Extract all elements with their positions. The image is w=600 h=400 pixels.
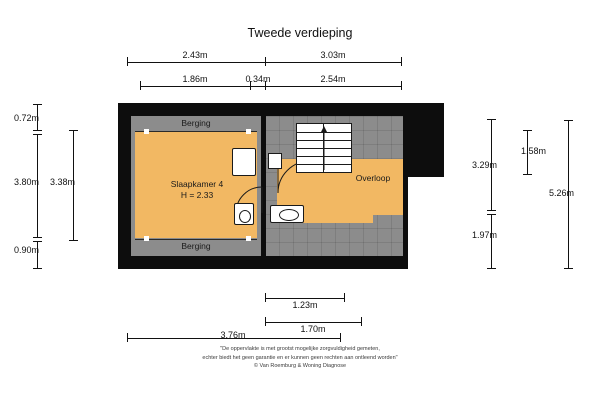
dim-left-0-72m: 0.72m bbox=[14, 113, 40, 123]
knee-wall-line-top bbox=[135, 131, 257, 132]
dim-tick bbox=[487, 210, 496, 211]
dim-top-2-54m: 2.54m bbox=[320, 74, 346, 84]
dim-bottom-1-70m: 1.70m bbox=[300, 324, 326, 334]
dim-right-3-29m: 3.29m bbox=[472, 160, 498, 170]
dim-tick bbox=[265, 317, 266, 326]
dim-tick bbox=[69, 130, 78, 131]
dim-right-1-97m-line bbox=[491, 214, 492, 268]
stair-landing-block bbox=[268, 153, 282, 169]
dim-top-0-34m: 0.34m bbox=[245, 74, 271, 84]
room-label-berging-bottom: Berging bbox=[181, 241, 211, 251]
hatch-marker-bottom-right bbox=[246, 236, 251, 241]
dim-tick bbox=[564, 120, 573, 121]
dim-tick bbox=[33, 241, 42, 242]
dim-top-1-86m: 1.86m bbox=[182, 74, 208, 84]
dim-tick bbox=[361, 317, 362, 326]
floor-plan bbox=[118, 103, 444, 269]
dim-tick bbox=[33, 134, 42, 135]
dim-tick bbox=[127, 57, 128, 66]
room-label-berging-top: Berging bbox=[181, 118, 211, 128]
washbasin-fixture bbox=[270, 205, 304, 223]
dim-right-5-26m: 5.26m bbox=[549, 188, 575, 198]
disclaimer-line-1: "De oppervlakte is met grootst mogelijke zorgvuldigheid gemeten, bbox=[220, 346, 380, 352]
dim-tick bbox=[401, 57, 402, 66]
dim-left-3-80m: 3.80m bbox=[14, 177, 40, 187]
page-title: Tweede verdieping bbox=[247, 26, 353, 40]
dim-right-1-97m: 1.97m bbox=[472, 230, 498, 240]
dim-left-0-90m: 0.90m bbox=[14, 245, 40, 255]
staircase bbox=[296, 123, 352, 173]
dim-top-row2-line bbox=[140, 86, 401, 87]
room-label-overloop: Overloop bbox=[355, 173, 391, 183]
toilet-fixture bbox=[234, 203, 254, 225]
plan-notch-cutout bbox=[408, 177, 444, 269]
dim-tick bbox=[265, 57, 266, 66]
dim-tick bbox=[487, 119, 496, 120]
dim-tick bbox=[33, 130, 42, 131]
disclaimer bbox=[0, 345, 600, 371]
dim-top-3-03m: 3.03m bbox=[320, 50, 346, 60]
dim-bottom-1-23m-line bbox=[265, 298, 344, 299]
dim-bottom-3-76m: 3.76m bbox=[220, 330, 246, 340]
dim-tick bbox=[523, 130, 532, 131]
dim-tick bbox=[487, 268, 496, 269]
dim-left-3-38m: 3.38m bbox=[50, 177, 76, 187]
dim-tick bbox=[140, 81, 141, 90]
hatch-marker-top-right bbox=[246, 129, 251, 134]
hatch-marker-top-left bbox=[144, 129, 149, 134]
dim-tick bbox=[401, 81, 402, 90]
dim-tick bbox=[523, 174, 532, 175]
dim-top-row1-line bbox=[127, 62, 401, 63]
room-label-slaapkamer4: Slaapkamer 4 bbox=[170, 179, 224, 189]
dim-tick bbox=[344, 293, 345, 302]
disclaimer-line-2: echter biedt het geen garantie en er kunnen geen rechten aan ontleend worden" bbox=[202, 354, 398, 361]
dim-tick bbox=[127, 333, 128, 342]
dim-tick bbox=[564, 268, 573, 269]
dim-top-2-43m: 2.43m bbox=[182, 50, 208, 60]
dim-bottom-1-70m-line bbox=[265, 322, 361, 323]
disclaimer-line-3: © Van Roemburg & Woning Diagnose bbox=[253, 363, 347, 370]
dim-tick bbox=[33, 104, 42, 105]
dim-tick bbox=[33, 268, 42, 269]
dim-tick bbox=[340, 333, 341, 342]
hatch-marker-bottom-left bbox=[144, 236, 149, 241]
interior-wall-vertical bbox=[261, 116, 266, 256]
dim-tick bbox=[69, 240, 78, 241]
dim-tick bbox=[33, 237, 42, 238]
dim-tick bbox=[265, 293, 266, 302]
dim-tick bbox=[487, 214, 496, 215]
dim-right-1-58m: 1.58m bbox=[521, 146, 547, 156]
dim-bottom-1-23m: 1.23m bbox=[292, 300, 318, 310]
bathtub-fixture bbox=[232, 148, 256, 176]
knee-wall-line-bottom bbox=[135, 239, 257, 240]
room-label-slaapkamer4-height: H = 2.33 bbox=[180, 190, 214, 200]
